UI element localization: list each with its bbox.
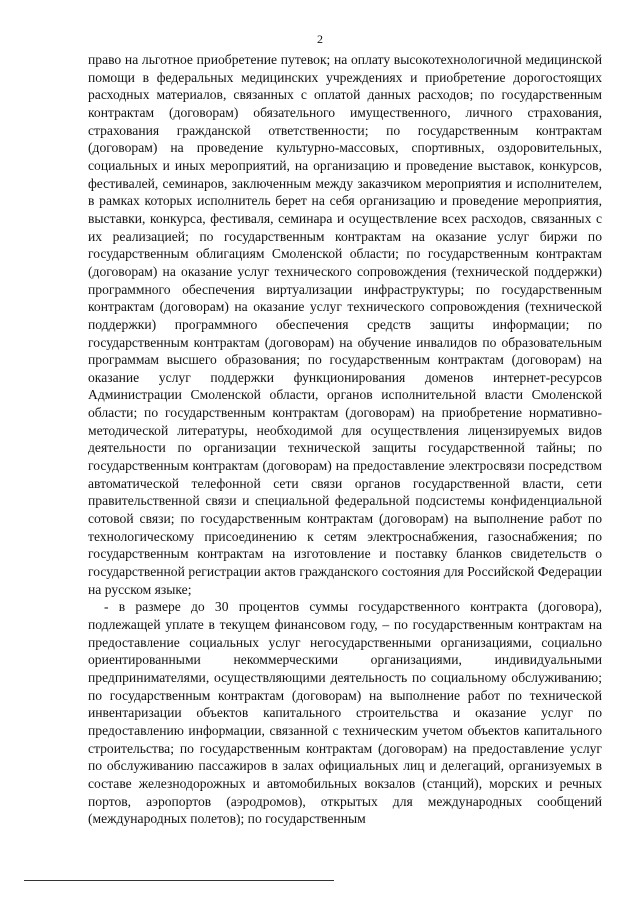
- body-paragraph-2: - в размере до 30 процентов суммы государственного контракта (договора), подлежащей уплате в текущем финансовом году, – по государственным контрактам на предоставление социальных услуг негосударственными организациями, социально ориентированными некоммерческими организациями, индивидуальными предпринимателями, осуществляющими деятельность по социальному обслуживанию; по государственным контрактам (договорам) на выполнение работ по технической инвентаризации объектов капитального строительства и оказание услуг по предоставлению информации, связанной с техническим учетом объектов капитального строительства; по государственным контрактам (договорам) на предоставление услуг по обслуживанию пассажиров в залах официальных лиц и делегаций, организуемых в составе железнодорожных и автомобильных вокзалов (станций), морских и речных портов, аэропортов (аэродромов), открытых для международных сообщений (международных полетов); по государственным: [88, 599, 602, 827]
- footer-rule: [24, 880, 334, 881]
- document-body: [88, 51, 602, 828]
- body-paragraph-1: право на льготное приобретение путевок; на оплату высокотехнологичной медицинской помощи в федеральных медицинских учреждениях и приобретение дорогостоящих расходных материалов, связанных с оплатой данных расходов; по государственным контрактам (договорам) обязательного имущественного, личного страхования, страхования гражданской ответственности; по государственным контрактам (договорам) на проведение культурно-массовых, спортивных, оздоровительных, социальных и иных мероприятий, на организацию и проведение выставок, конкурсов, фестивалей, семинаров, заключенным между заказчиком мероприятия и исполнителем, в рамках которых исполнитель берет на себя организацию и проведение мероприятия, выставки, конкурса, фестиваля, семинара и осуществление всех расходов, связанных с их реализацией; по государственным контрактам на оказание услуг биржи по государственным облигациям Смоленской области; по государственным контрактам (договорам) на оказание услуг технического сопровождения (технической поддержки) программного обеспечения виртуализации инфраструктуры; по государственным контрактам (договорам) на оказание услуг технического сопровождения (технической поддержки) программного обеспечения средств защиты информации; по государственным контрактам (договорам) на обучение инвалидов по образовательным программам высшего образования; по государственным контрактам (договорам) на оказание услуг поддержки функционирования доменов интернет-ресурсов Администрации Смоленской области, органов исполнительной власти Смоленской области; по государственным контрактам (договорам) на приобретение нормативно-методической литературы, необходимой для осуществления лицензируемых видов деятельности по организации технической защиты государственной тайны; по государственным контрактам (договорам) на предоставление электросвязи посредством автоматической телефонной сети связи органов государственной власти, сети правительственной связи и специальной федеральной подсистемы конфиденциальной сотовой связи; по государственным контрактам (договорам) на выполнение работ по технологическому присоединению к сетям электроснабжения, газоснабжения; по государственным контрактам на изготовление и поставку бланков свидетельств о государственной регистрации актов гражданского состояния для Российской Федерации на русском языке;: [88, 52, 602, 597]
- page-number: 2: [317, 32, 323, 46]
